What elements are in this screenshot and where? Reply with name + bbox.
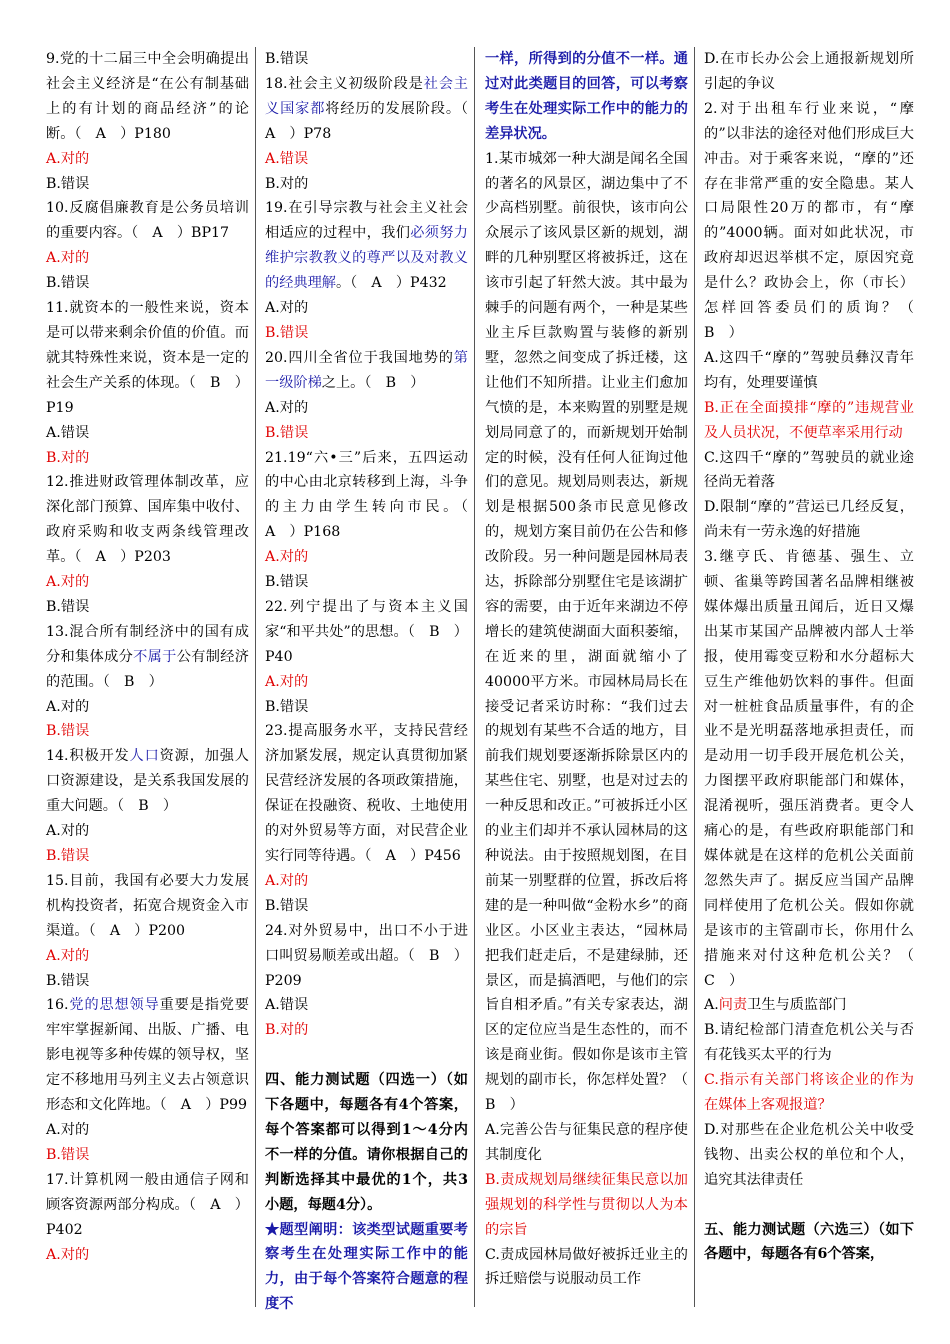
option-b: B.错误 — [46, 275, 90, 292]
text-segment: 将经历的发展阶段。（ A ）P78 — [265, 100, 483, 142]
option-b: B.请纪检部门清查危机公关与否有花钱买太平的行为 — [704, 1022, 914, 1064]
question-text: 17.计算机网一般由通信子网和顾客资源两部分构成。（ A ）P402 — [46, 1171, 249, 1238]
option-a: A.对的 — [265, 300, 309, 317]
highlight: 社会主义国家都 — [265, 75, 468, 117]
highlight: 人口 — [129, 748, 160, 765]
option-b: B.错误 — [265, 698, 309, 715]
highlight: 问责 — [718, 997, 748, 1014]
ability-question-2 — [704, 97, 929, 545]
spacer — [265, 1043, 468, 1068]
option-a: A.这四千“摩的”驾驶员彝汉青年均有，处理要谨慎 — [704, 349, 914, 391]
question-text — [46, 993, 249, 1118]
question-text: 2.对于出租车行业来说，“摩的”以非法的途径对他们形成巨大冲击。对于乘客来说，“摩的”还存在非常严重的安全隐患。某人口局限性20万的都市，有“摩的”4000辆。面对如此状况，市政府却迟迟举棋不定，原因究竟是什么？政协会上，你（市长）怎样回答委员们的质询？（ B ） — [704, 100, 929, 341]
question-text: 22.列宁提出了与资本主义国家“和平共处”的思想。（ B ）P40 — [265, 598, 468, 665]
question-text — [46, 620, 249, 695]
question-9 — [46, 47, 249, 196]
option-b-correct: B.错误 — [265, 324, 309, 341]
text-segment: 13.混合所有制经济中的国有成分和集体成分 — [46, 623, 249, 665]
exam-page — [40, 47, 929, 1313]
option-b-correct: B.对的 — [265, 1022, 309, 1039]
option-d: D.对那些在企业危机公关中收受钱物、出卖公权的单位和个人，追究其法律责任 — [704, 1121, 914, 1188]
option-a-correct: A.对的 — [265, 549, 309, 566]
option-b: B.错误 — [46, 972, 90, 989]
question-type-note: ★题型阐明：该类型试题重要考察考生在处理实际工作中的能力，由于每个答案符合题意的程度不 — [265, 1221, 468, 1313]
question-22 — [265, 595, 468, 720]
option-a: A.对的 — [46, 1121, 90, 1138]
option-c: C.责成园林局做好被拆迁业主的拆迁赔偿与说服动员工作 — [485, 1246, 688, 1288]
column-divider — [255, 47, 256, 1307]
question-text: 1.某市城郊一种大湖是闻名全国的著名的风景区，湖边集中了不少高档别墅。前很快，该市向公众展示了该风景区新的规划，湖畔的几种别墅区将被拆迁，这在该市引起了轩然大波。其中最为棘手的问题有两个，一种是某些业主斥巨款购置与装修的新别墅，忽然之间变成了拆迁楼，这让他们不知所措。让业主们愈加气愤的是，本来购置的别墅是规划局同意了的，而新规划开始制定的时候，没有任何人征询过他们的意见。规划局则表达，新规划是根据500条市民意见修改的，规划方案目前仍在公告和修改阶段。另一种问题是园林局表达，拆除部分别墅住宅是该湖扩容的需要，由于近年来湖边不停增长的建筑使湖面大面积萎缩，在近来的里，湖面就缩小了40000平方米。市园林局局长在接受记者采访时称：“我们过去的规划有某些不合适的地方，目前我们规划要逐渐拆除景区内的某些住宅、别墅，也是对过去的一种反思和改正。”可被拆迁小区的业主们却并不承认园林局的这种说法。由于按照规划图，在目前某一别墅群的位置，拆改后将建的是一种叫做“金粉水乡”的商业区。小区业主表达，“园林局把我们赶走后，不是建绿肺，还景区，而是搞酒吧，与他们的宗旨自相矛盾。”有关专家表达，湖区的定位应当是生态性的，而不该是商业街。假如你是该市主管规划的副市长，你怎样处置？（ B ） — [485, 150, 703, 1114]
question-text: 24.对外贸易中，出口不小于进口叫贸易顺差或出超。（ B ）P209 — [265, 922, 468, 989]
question-14 — [46, 744, 249, 869]
question-19 — [265, 196, 468, 345]
question-23 — [265, 719, 468, 918]
option-c-correct: C.指示有关部门将该企业的作为在媒体上客观报道？ — [704, 1072, 914, 1114]
option-a: A.对的 — [265, 399, 309, 416]
highlight: 党的思想领导 — [68, 997, 160, 1014]
question-17 — [46, 1168, 249, 1268]
option-b-correct: B.责成规划局继续征集民意以加强规划的科学性与贯彻以人为本的宗旨 — [485, 1171, 688, 1238]
option-a-correct: A.对的 — [46, 150, 90, 167]
section-5-title: 五、能力测试题（六选三）（如下各题中，每题各有6个答案， — [704, 1221, 914, 1263]
text-segment: 20.四川全省位于我国地势的 — [265, 349, 454, 366]
column-1 — [46, 47, 249, 1307]
spacer — [704, 1193, 914, 1218]
option-b: B.错误 — [265, 897, 309, 914]
highlight: 不属于 — [133, 648, 177, 665]
ability-question-3 — [704, 545, 929, 1193]
column-divider — [474, 47, 475, 1307]
question-13 — [46, 620, 249, 745]
option-b-correct: B.错误 — [46, 848, 90, 864]
option-a-correct: A.对的 — [265, 673, 309, 690]
option-a-correct: A.错误 — [265, 150, 309, 167]
option-a — [704, 993, 914, 1018]
question-text — [265, 196, 468, 296]
question-11 — [46, 296, 249, 470]
column-4 — [704, 47, 929, 1307]
section-4-title: 四、能力测试题（四选一）（如下各题中，每题各有4个答案，每个答案都可以得到1～4分内不一样的分值。请你根据自己的判断选择其中最优的1个，共3小题，每题4分）。 — [265, 1072, 468, 1213]
option-d: D.限制“摩的”营运已几经反复，尚未有一劳永逸的好措施 — [704, 499, 914, 541]
question-text — [46, 744, 249, 819]
text-segment: 重要是指党要牢牢掌握新闻、出版、广播、电影电视等多种传媒的领导权，坚定不移地用马列主义去占领意识形态和文化阵地。（ A ）P99 — [46, 997, 249, 1114]
ability-question-1 — [485, 147, 703, 1293]
option-b: B.对的 — [265, 175, 309, 192]
option-d: D.在市长办公会上通报新规划所引起的争议 — [704, 51, 914, 92]
option-b: B.错误 — [265, 51, 309, 67]
option-a-correct: A.对的 — [46, 574, 90, 591]
option-b-correct: B.正在全面摸排“摩的”违规营业及人员状况，不便草率采用行动 — [704, 399, 914, 441]
option-a: A.对的 — [46, 698, 90, 715]
text-segment: 资源，加强人口资源建设，是关系我国发展的重大问题。（ B ） — [46, 748, 249, 815]
option-a: A.错误 — [265, 997, 309, 1014]
option-a-correct: A.对的 — [265, 872, 309, 889]
option-a-correct: A.对的 — [46, 947, 90, 964]
question-24 — [265, 919, 468, 1044]
question-text: 12.推进财政管理体制改革，应深化部门预算、国库集中收付、政府采购和收支两条线管理改革。（ A ）P203 — [46, 474, 249, 566]
question-16 — [46, 993, 249, 1167]
option-a: A.错误 — [46, 424, 90, 441]
column-divider — [694, 47, 695, 1307]
text-segment: 19.在引导宗教与社会主义社会相适应的过程中，我们 — [265, 200, 468, 242]
text-segment: 。（ A ）P432 — [335, 275, 447, 292]
question-type-note-continued: 一样，所得到的分值不一样。通过对此类题目的回答，可以考察考生在处理实际工作中的能力的差异状况。 — [485, 51, 688, 142]
column-3 — [485, 47, 703, 1307]
option-b-correct: B.错误 — [46, 723, 90, 740]
option-a: A.完善公告与征集民意的程序使其制度化 — [485, 1121, 688, 1163]
option-c: C.这四千“摩的”驾驶员的就业途径尚无着落 — [704, 449, 914, 491]
text-segment: 16. — [46, 997, 69, 1014]
question-text — [265, 72, 483, 147]
question-text: 15.目前，我国有必要大力发展机构投资者，拓宽合规资金入市渠道。（ A ）P200 — [46, 872, 249, 939]
option-b: B.错误 — [46, 175, 90, 192]
option-a-correct: A.对的 — [46, 1246, 90, 1263]
question-10 — [46, 196, 249, 296]
option-a-correct: A.对的 — [46, 250, 90, 267]
highlight: 必须努力维护宗教教义的尊严以及对教义的经典理解 — [265, 225, 468, 292]
question-text: 11.就资本的一般性来说，资本是可以带来剩余价值的价值。而就其特殊性来说，资本是一定的社会生产关系的体现。（ B ）P19 — [46, 300, 249, 416]
option-b: B.错误 — [46, 598, 90, 615]
option-a: A.对的 — [46, 823, 90, 840]
question-20 — [265, 346, 468, 446]
question-text: 23.提高服务水平，支持民营经济加紧发展，规定认真贯彻加紧民营经济发展的各项政策措施，保证在投融资、税收、土地使用的对外贸易等方面，对民营企业实行同等待遇。（ A ）P456 — [265, 723, 468, 864]
text-segment: 卫生与质监部门 — [747, 997, 847, 1014]
text-segment: 14.积极开发 — [46, 748, 130, 765]
question-15 — [46, 869, 249, 994]
question-text: 3.继亨氏、肯德基、强生、立顿、雀巢等跨国著名品牌相继被媒体爆出质量丑闻后，近日又爆出某市某国产品牌被内部人士举报，使用霉变豆粉和水分超标大豆生产维他奶饮料的事件。但面对一桩桩食品质量事件，有的企业不是光明磊落地承担责任，而是动用一切手段开展危机公关，力图摆平政府职能部门和媒体，混淆视听，强压消费者。更令人痛心的是，有些政府职能部门和媒体就是在这样的危机公关面前忽然失声了。据反应当国产品牌同样使用了危机公关。假如你就是该市的主管副市长，你用什么措施来对付这种危机公关？（ C ） — [704, 549, 929, 989]
text-segment: 公有制经济的范围。（ B ） — [46, 648, 249, 690]
column-2 — [265, 47, 483, 1313]
question-text — [265, 346, 468, 396]
option-b: B.错误 — [265, 574, 309, 591]
highlight: 第一级阶梯 — [265, 349, 468, 391]
question-18 — [265, 72, 483, 197]
question-12 — [46, 470, 249, 619]
question-text: 10.反腐倡廉教育是公务员培训的重要内容。（ A ）BP17 — [46, 200, 249, 242]
question-text: 21.19“六•三”后来，五四运动的中心由北京转移到上海，斗争的主力由学生转向市民。（ A ）P168 — [265, 449, 483, 541]
option-b-correct: B.对的 — [46, 449, 90, 466]
text-segment: 之上。（ B ） — [321, 374, 425, 391]
text-segment: A. — [704, 997, 719, 1014]
question-21 — [265, 446, 483, 595]
text-segment: 18.社会主义初级阶段是 — [265, 75, 424, 92]
question-text: 9.党的十二届三中全会明确提出社会主义经济是“在公有制基础上的有计划的商品经济”的论断。（ A ）P180 — [46, 51, 249, 142]
option-b-correct: B.错误 — [46, 1146, 90, 1163]
option-b-correct: B.错误 — [265, 424, 309, 441]
